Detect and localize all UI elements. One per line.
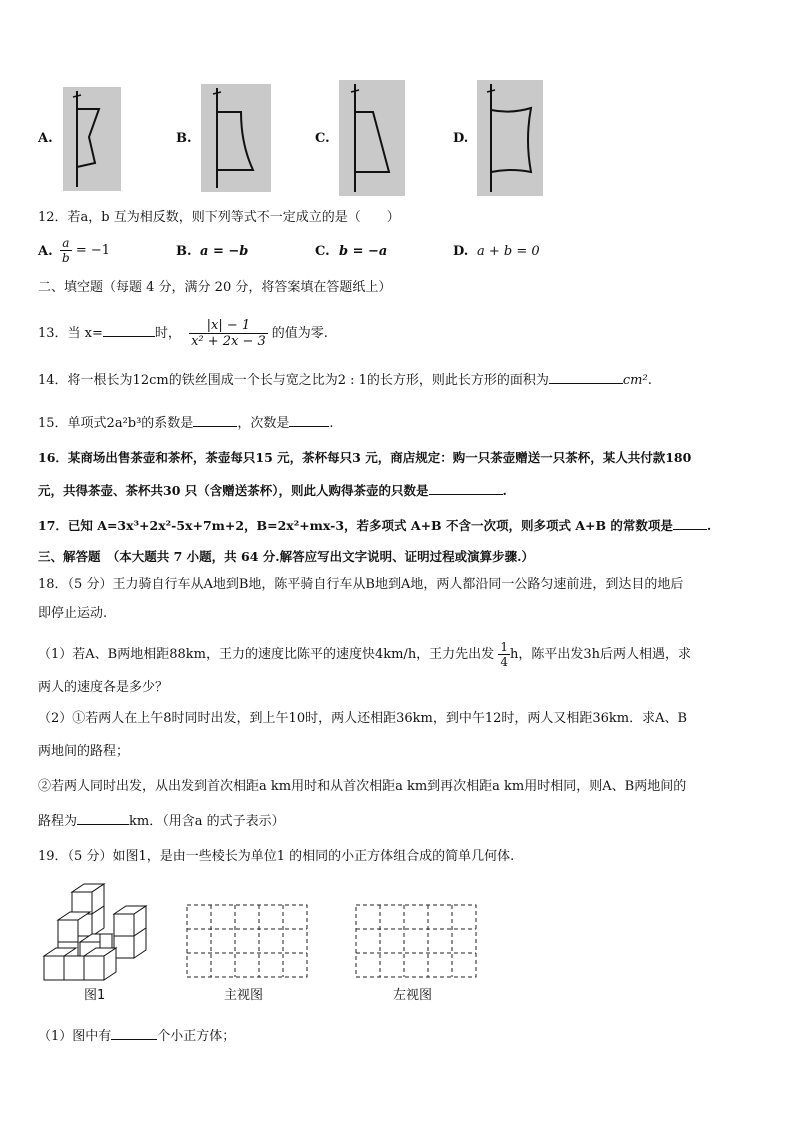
q17-pre: 17．已知 A=3x³+2x²-5x+7m+2，B=2x²+mx-3，若多项式 A+B 不含一次项，则多项式 A+B 的常数项是: [38, 518, 673, 533]
q11-option-b-label: B.: [176, 131, 192, 146]
q11-option-a-image: [63, 87, 121, 191]
q15-degree-blank[interactable]: [289, 412, 329, 427]
q18-line1: 18．（5 分）王力骑自行车从A地到B地，陈平骑自行车从B地到A地，两人都沿同一公路匀速前进，到达目的地后: [38, 577, 684, 592]
q12-option-a-label: A.: [38, 244, 53, 259]
q19-stem: 19．（5 分）如图1，是由一些棱长为单位1 的相同的小正方体组合成的简单几何体.: [38, 849, 515, 864]
q11-option-b-image: [201, 84, 271, 192]
q13-fraction: [189, 318, 268, 349]
q13-answer-blank[interactable]: [103, 322, 155, 337]
q12-option-b-text: a = −b: [200, 244, 249, 259]
q18-part1-text-b: h，陈平出发3h后两人相遇，求: [509, 647, 691, 662]
q18-part2-line2: 两地间的路程；: [38, 744, 130, 759]
q18-frac-num: 1: [500, 640, 508, 654]
q18-part3-line1: ②若两人同时出发，从出发到首次相距a km用时和从首次相距a km到再次相距a km用时相同，则A、B两地间的: [38, 779, 687, 794]
q16-end: .: [502, 483, 507, 498]
q18-part3-post: km．（用含a 的式子表示）: [129, 814, 285, 829]
flag-c-icon: [339, 80, 405, 196]
q18-frac-den: 4: [500, 655, 508, 669]
q13-post: 的值为零.: [271, 326, 328, 341]
q13-denominator: x² + 2x − 3: [191, 334, 266, 349]
q19-figure1-label: 图1: [84, 988, 106, 1003]
q14: [38, 369, 652, 388]
q15-coefficient-blank[interactable]: [193, 412, 237, 427]
q15-mid: ，次数是: [237, 416, 290, 431]
q12-option-d-text: a + b = 0: [477, 244, 540, 259]
q12-option-c-text: b = −a: [339, 244, 388, 259]
q15-pre: 15．单项式2a²b³的系数是: [38, 416, 194, 431]
q14-unit: cm²: [622, 373, 648, 388]
q15: [38, 412, 333, 431]
q14-answer-blank[interactable]: [549, 369, 623, 384]
q15-end: .: [329, 416, 334, 431]
q19-left-view-grid: [355, 904, 479, 980]
q18-part1-text-a: （1）若A、B两地相距88km，王力的速度比陈平的速度快4km/h，王力先出发: [38, 647, 495, 662]
q11-option-c-label: C.: [315, 131, 330, 146]
q12-option-c-label: C.: [315, 244, 330, 259]
q19-part1-answer-blank[interactable]: [111, 1025, 157, 1040]
q18-part2-line1: （2）①若两人在上午8时同时出发，到上午10时，两人还相距36km，到中午12时，两人又相距36km．求A、B: [38, 711, 688, 726]
q13-pre: 13．当 x=: [38, 326, 103, 341]
q17: [38, 515, 711, 534]
q19-front-view-label: 主视图: [224, 988, 264, 1003]
q17-end: .: [706, 518, 712, 533]
q19-front-view-grid: [186, 904, 310, 980]
section2-heading: 二、填空题（每题 4 分，满分 20 分，将答案填在答题纸上）: [38, 280, 392, 295]
q16-answer-blank[interactable]: [429, 480, 503, 495]
q17-answer-blank[interactable]: [673, 515, 707, 530]
q11-option-c-image: [339, 80, 405, 196]
q13-numerator: |x| − 1: [189, 318, 268, 334]
q11-option-d-image: [477, 80, 543, 196]
q19-part1-pre: （1）图中有: [38, 1029, 112, 1044]
flag-b-icon: [201, 84, 271, 192]
q12-option-d-label: D.: [453, 244, 469, 259]
q13: [38, 318, 328, 349]
q19-part1: [38, 1025, 235, 1044]
q16-line2: [38, 480, 507, 499]
flag-a-icon: [63, 87, 121, 191]
q12-option-a-text: $\frac{a}{b}$ = −1: [62, 236, 111, 265]
q18-line2: 即停止运动.: [38, 606, 108, 621]
q19-figure1-cubes: [40, 882, 160, 984]
q18-part3-answer-blank[interactable]: [77, 810, 129, 825]
q16-line1: 16．某商场出售茶壶和茶杯，茶壶每只15 元，茶杯每只3 元，商店规定：购一只茶壶赠送一只茶杯，某人共付款180: [38, 450, 692, 465]
q16-line2-text: 元，共得茶壶、茶杯共30 只（含赠送茶杯），则此人购得茶壶的只数是: [38, 483, 429, 498]
q11-option-a-label: A.: [38, 131, 53, 146]
q19-left-view-label: 左视图: [393, 988, 433, 1003]
q12-stem: 12．若a，b 互为相反数，则下列等式不一定成立的是（ ）: [38, 210, 400, 225]
q18-part3-pre: 路程为: [38, 814, 78, 829]
q19-part1-post: 个小正方体；: [157, 1029, 236, 1044]
section3-heading: 三、解答题 （本大题共 7 小题，共 64 分.解答应写出文字说明、证明过程或演算步骤.）: [38, 549, 534, 564]
q13-mid: 时，: [154, 326, 181, 341]
flag-d-icon: [477, 80, 543, 196]
q18-part1-line2: 两人的速度各是多少？: [38, 680, 169, 695]
q18-part1-fraction: [498, 640, 510, 669]
q18-part3-line2: [38, 810, 285, 829]
q18-part1-line1: [38, 640, 691, 669]
q14-pre: 14．将一根长为12cm的铁丝围成一个长与宽之比为2 : 1的长方形，则此长方形的面积为: [38, 373, 549, 388]
q11-option-d-label: D.: [453, 131, 469, 146]
q14-end: .: [647, 373, 652, 388]
q12-option-b-label: B.: [176, 244, 192, 259]
